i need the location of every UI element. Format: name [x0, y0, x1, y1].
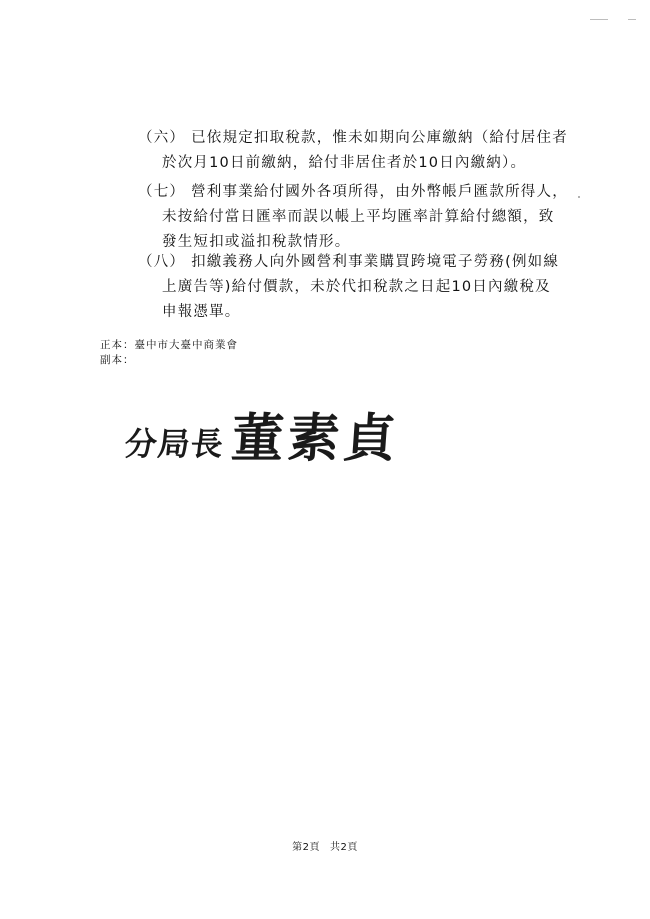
- scan-mark: [628, 19, 636, 20]
- signature-title: 分局長: [122, 425, 226, 463]
- item-text: 營利事業給付國外各項所得，由外幣帳戶匯款所得人，: [191, 184, 568, 200]
- item-text: 上廣告等)給付價款，未於代扣稅款之日起10日內繳稅及: [162, 279, 551, 295]
- item-marker: （六）: [138, 130, 186, 146]
- scan-mark: [590, 19, 608, 20]
- item-text: 已依規定扣取稅款，惟未如期向公庫繳納（給付居住者: [191, 130, 568, 146]
- cc-copy: [100, 353, 135, 368]
- item-text: 扣繳義務人向外國營利事業購買跨境電子勞務(例如線: [191, 254, 560, 270]
- scan-dot: [578, 196, 580, 198]
- page-footer: [0, 838, 650, 853]
- list-item-8: [138, 250, 568, 325]
- page-total: 共2頁: [330, 842, 358, 853]
- cc-main: [100, 338, 238, 353]
- item-text: 於次月10日前繳納，給付非居住者於10日內繳納）。: [162, 155, 527, 171]
- item-marker: （七）: [138, 184, 186, 200]
- item-marker: （八）: [138, 254, 186, 270]
- item-text: 發生短扣或溢扣稅款情形。: [162, 234, 351, 250]
- director-signature: [122, 396, 402, 471]
- cc-main-label: 正本：: [100, 339, 135, 351]
- cc-copy-label: 副本：: [100, 354, 135, 366]
- list-item-6: [138, 126, 568, 176]
- page-number: 第2頁: [292, 842, 320, 853]
- signature-name: 董素貞: [229, 408, 402, 469]
- list-item-7: [138, 180, 568, 255]
- item-text: 申報憑單。: [162, 304, 241, 320]
- cc-main-value: 臺中市大臺中商業會: [134, 339, 238, 351]
- item-text: 未按給付當日匯率而誤以帳上平均匯率計算給付總額，致: [162, 209, 555, 225]
